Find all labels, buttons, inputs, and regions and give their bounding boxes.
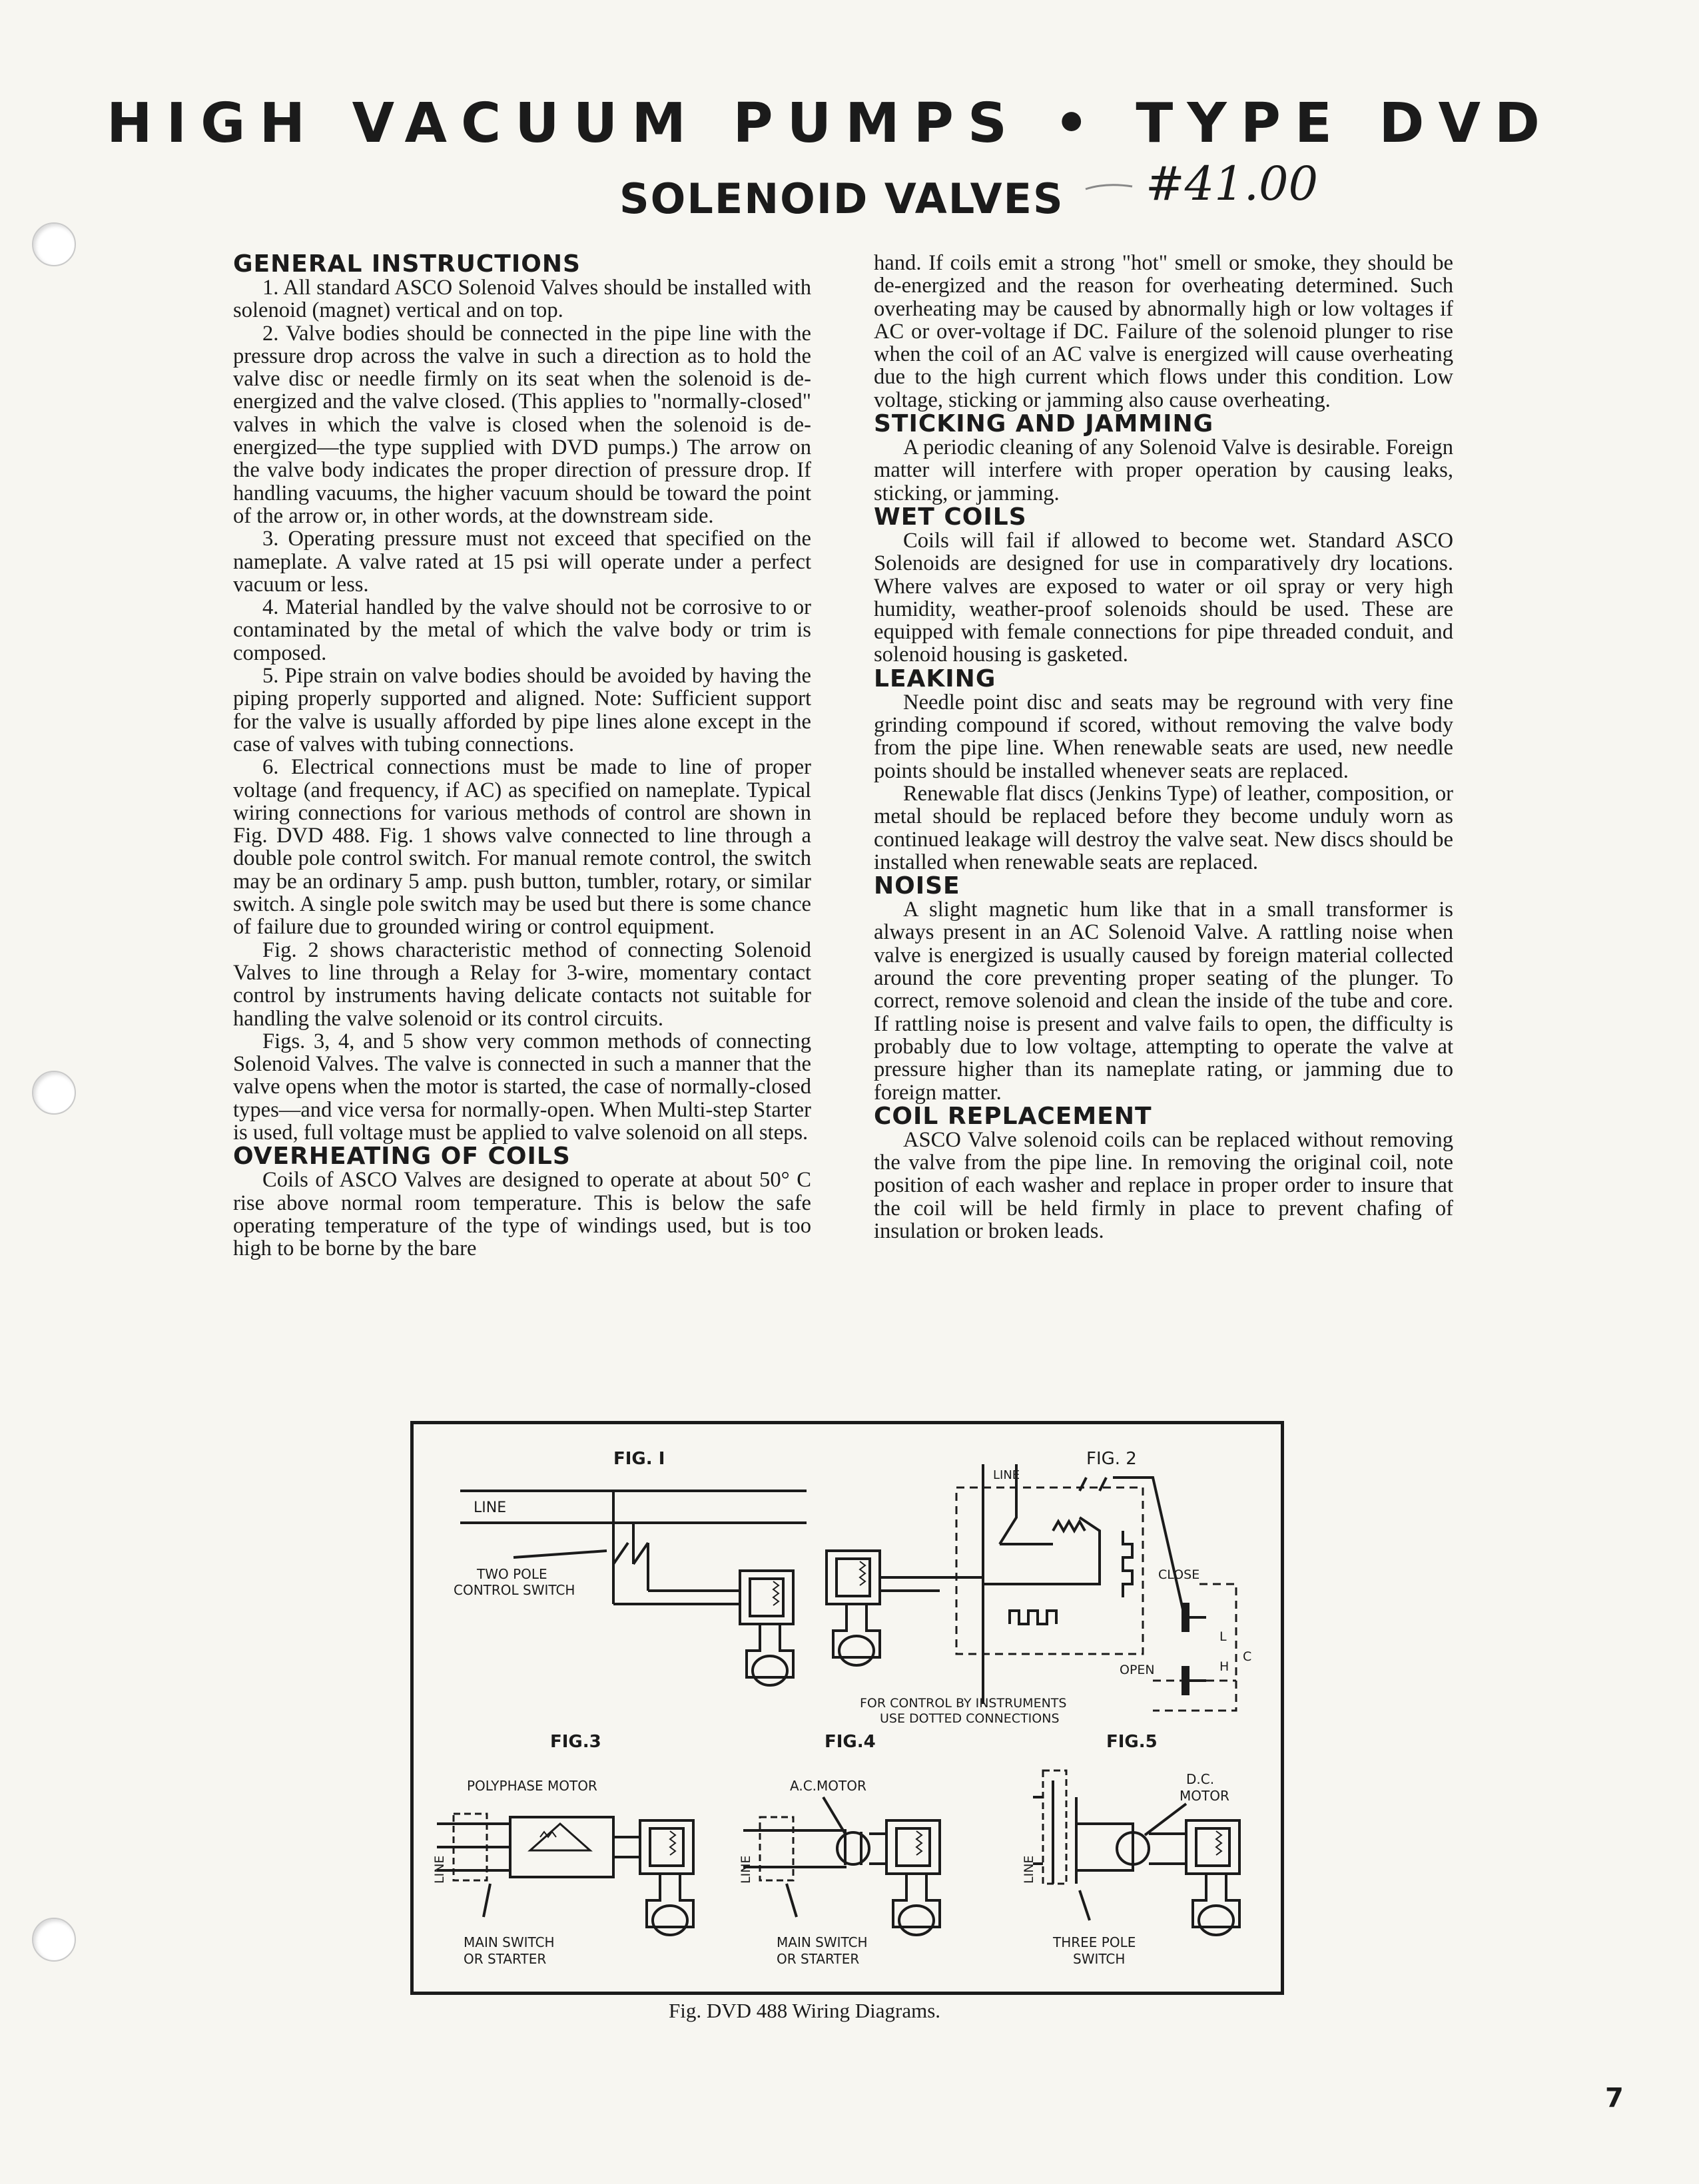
fig2-open-label: OPEN [1120, 1663, 1155, 1677]
fig2-note-1: FOR CONTROL BY INSTRUMENTS [860, 1696, 1067, 1711]
paragraph: ASCO Valve solenoid coils can be replaced without removing the valve from the pipe line. In removing the original coil, note position of each washer and replace in proper order to insure that the coil will be held firmly in place to prevent chafing of insulation or broken leads. [874, 1127, 1453, 1243]
fig2-h-label: H [1219, 1659, 1229, 1674]
fig5-title: FIG.5 [1106, 1732, 1158, 1752]
fig3-title: FIG.3 [550, 1732, 601, 1752]
fig5-motor-label-2: MOTOR [1180, 1788, 1229, 1804]
fig5-switch-label-1: THREE POLE [1053, 1934, 1136, 1950]
paragraph: Renewable flat discs (Jenkins Type) of leather, composition, or metal should be replaced before they become unduly worn as continued leakage will destroy the valve seat. New discs should be installed when renewable seats are replaced. [874, 781, 1453, 874]
fig2-l-label: L [1219, 1629, 1227, 1644]
fig1-switch-label-1: TWO POLE [477, 1566, 547, 1582]
fig4-switch-label-2: OR STARTER [777, 1951, 860, 1967]
heading-sticking: STICKING AND JAMMING [874, 410, 1214, 438]
wiring-diagrams-figure [410, 1421, 1284, 1995]
fig2-c-label: C [1243, 1649, 1252, 1664]
fig1-line-label: LINE [474, 1500, 507, 1516]
fig4-motor-label: A.C.MOTOR [790, 1778, 866, 1794]
figure-caption: Fig. DVD 488 Wiring Diagrams. [669, 1999, 941, 2022]
paragraph: 2. Valve bodies should be connected in the pipe line with the pressure drop across the valve in such a direction as to hold the valve disc or needle firmly on its seat when the solenoid is de-energized and the valve closed. (This applies to "normally-closed" valves in which the valve is closed when the solenoid is de-energized—the type supplied with DVD pumps.) The arrow on the valve body indicates the proper direction of pressure drop. If handling vacuums, the higher vacuum should be toward the point of the arrow or, in other words, at the downstream side. [233, 321, 811, 528]
binder-hole-middle [32, 1071, 76, 1115]
right-column [874, 252, 1453, 1242]
page-title: HIGH VACUUM PUMPS • TYPE DVD [107, 92, 1554, 155]
binder-hole-top [32, 222, 76, 266]
paragraph: 1. All standard ASCO Solenoid Valves should be installed with solenoid (magnet) vertical and on top. [233, 276, 811, 323]
fig4-line-label: LINE [739, 1855, 753, 1884]
section-title: SOLENOID VALVES [619, 174, 1064, 223]
paragraph: hand. If coils emit a strong "hot" smell or smoke, they should be de-energized and the reason for overheating determined. Such overheating may be caused by abnormally high or low voltages if AC or over-voltage if DC. Failure of the solenoid plunger to rise when the coil of an AC valve is energized will cause overheating due to the high current which flows under this condition. Low voltage, sticking or jamming also cause overheating. [874, 251, 1453, 412]
fig3-line-label: LINE [432, 1855, 447, 1884]
heading-coil-replacement: COIL REPLACEMENT [874, 1102, 1152, 1130]
paragraph: Coils of ASCO Valves are designed to operate at about 50° C rise above normal room temperature. This is below the safe operating temperature of the type of windings used, but is too high to be borne by the bare [233, 1168, 811, 1261]
handwritten-price-note [1079, 148, 1385, 221]
paragraph: Figs. 3, 4, and 5 show very common methods of connecting Solenoid Valves. The valve is connected in such a manner that the valve opens when the motor is started, the case of normally-closed types—and vice versa for normally-open. When Multi-step Starter is used, full voltage must be applied to valve solenoid on all steps. [233, 1029, 811, 1145]
heading-general-instructions: GENERAL INSTRUCTIONS [233, 250, 581, 278]
paragraph: 6. Electrical connections must be made to line of proper voltage (and frequency, if AC) as specified on nameplate. Typical wiring connections for various methods of control are shown in Fig. DVD 488. Fig. 1 shows valve connected to line through a double pole control switch. For manual remote control, the switch may be an ordinary 5 amp. push button, tumbler, rotary, or similar switch. A single pole switch may be used but there is some chance of failure due to grounded wiring or control equipment. [233, 755, 811, 940]
fig4-diagram [739, 1732, 940, 1967]
page-number: 7 [1605, 2083, 1624, 2113]
fig1-title: FIG. I [613, 1449, 665, 1469]
heading-wet-coils: WET COILS [874, 503, 1027, 531]
fig5-motor-label-1: D.C. [1186, 1771, 1215, 1787]
paragraph: Needle point disc and seats may be reground with very fine grinding compound if scored, without removing the valve body from the pipe line. When renewable seats are used, new needle points should be installed whenever seats are replaced. [874, 690, 1453, 783]
fig2-line-label: LINE [993, 1468, 1020, 1482]
fig5-diagram [1022, 1732, 1239, 1967]
fig5-line-label: LINE [1022, 1855, 1036, 1884]
fig4-title: FIG.4 [825, 1732, 876, 1752]
fig3-motor-label: POLYPHASE MOTOR [467, 1778, 597, 1794]
fig1-diagram [454, 1449, 807, 1685]
fig5-switch-label-2: SWITCH [1073, 1951, 1126, 1967]
fig2-diagram [827, 1449, 1251, 1726]
paragraph: Fig. 2 shows characteristic method of connecting Solenoid Valves to line through a Relay for 3-wire, momentary contact control by instruments having delicate contacts not suitable for handling the valve solenoid or its control circuits. [233, 938, 811, 1031]
binder-hole-bottom [32, 1918, 76, 1962]
fig4-switch-label-1: MAIN SWITCH [777, 1934, 868, 1950]
paragraph: 4. Material handled by the valve should not be corrosive to or contaminated by the metal of which the valve body or trim is composed. [233, 595, 811, 665]
paragraph: 3. Operating pressure must not exceed that specified on the nameplate. A valve rated at 15 psi will operate under a perfect vacuum or less. [233, 527, 811, 597]
paragraph: A periodic cleaning of any Solenoid Valve is desirable. Foreign matter will interfere with proper operation by causing leaks, sticking, or jamming. [874, 435, 1453, 505]
fig2-close-label: CLOSE [1158, 1567, 1200, 1582]
paragraph: 5. Pipe strain on valve bodies should be avoided by having the piping properly supported and aligned. Note: Sufficient support for the valve is usually afforded by pipe lines alone except in the case of valves with tubing connections. [233, 664, 811, 756]
heading-overheating: OVERHEATING OF COILS [233, 1143, 571, 1171]
heading-noise: NOISE [874, 872, 960, 900]
fig2-note-2: USE DOTTED CONNECTIONS [880, 1711, 1060, 1726]
paragraph: Coils will fail if allowed to become wet. Standard ASCO Solenoids are designed for use in comparatively dry locations. Where valves are exposed to water or oil spray or very high humidity, weather-proof solenoids should be used. These are equipped with female connections for pipe threaded conduit, and solenoid housing is gasketed. [874, 528, 1453, 667]
fig1-switch-label-2: CONTROL SWITCH [454, 1582, 575, 1598]
paragraph: A slight magnetic hum like that in a small transformer is always present in an AC Solenoid Valve. A rattling noise when valve is energized is usually caused by foreign material collected around the core preventing proper seating of the plunger. To correct, remove solenoid and clean the inside of the tube and core. If rattling noise is present and valve fails to open, the difficulty is probably due to low voltage, attempting to operate the valve at pressure higher than its nameplate rating, or jamming due to foreign matter. [874, 898, 1453, 1105]
fig3-switch-label-1: MAIN SWITCH [464, 1934, 555, 1950]
fig2-title: FIG. 2 [1086, 1449, 1137, 1469]
svg-text:#41.00: #41.00 [1146, 156, 1319, 211]
fig3-diagram [432, 1732, 693, 1967]
wiring-diagrams-svg [414, 1424, 1281, 1992]
left-column [233, 252, 811, 1260]
fig3-switch-label-2: OR STARTER [464, 1951, 547, 1967]
heading-leaking: LEAKING [874, 665, 996, 692]
